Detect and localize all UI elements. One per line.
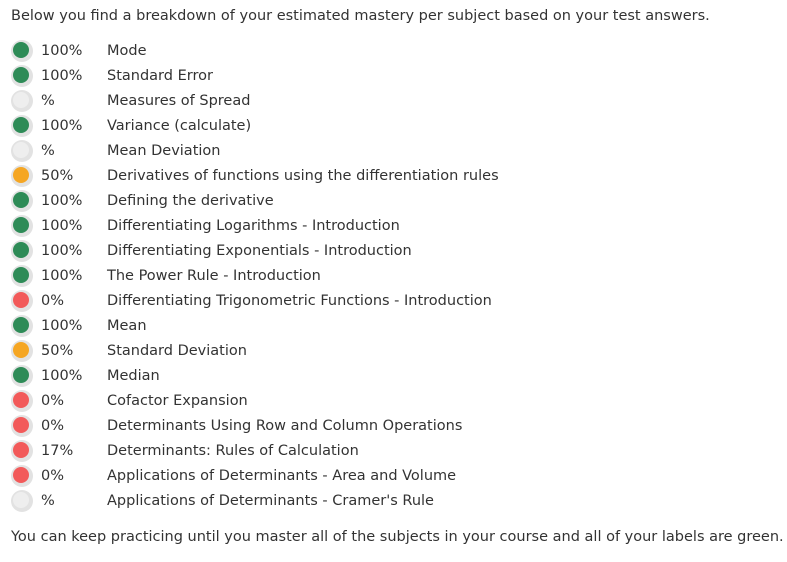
- status-dot: [11, 465, 33, 487]
- status-dot: [11, 365, 33, 387]
- subject-label: The Power Rule - Introduction: [107, 267, 321, 284]
- status-dot: [11, 415, 33, 437]
- mastery-row: [11, 263, 771, 288]
- subject-label: Cofactor Expansion: [107, 392, 248, 409]
- percent-label: 50%: [41, 167, 74, 184]
- status-dot-fill: [13, 417, 29, 433]
- percent-label: 100%: [41, 367, 83, 384]
- mastery-row: [11, 463, 771, 488]
- percent-label: %: [41, 142, 55, 159]
- mastery-row: [11, 213, 771, 238]
- status-dot: [11, 65, 33, 87]
- percent-label: 100%: [41, 42, 83, 59]
- subject-label: Variance (calculate): [107, 117, 252, 134]
- status-dot: [11, 290, 33, 312]
- status-dot-fill: [13, 242, 29, 258]
- status-dot: [11, 190, 33, 212]
- percent-label: 0%: [41, 417, 65, 434]
- percent-label: 0%: [41, 292, 65, 309]
- percent-label: 100%: [41, 192, 83, 209]
- intro-text: Below you find a breakdown of your estimated mastery per subject based on your test answers.: [11, 8, 710, 24]
- status-dot-fill: [13, 342, 29, 358]
- status-dot-fill: [13, 467, 29, 483]
- subject-label: Differentiating Logarithms - Introduction: [107, 217, 400, 234]
- status-dot: [11, 390, 33, 412]
- status-dot-fill: [13, 67, 29, 83]
- status-dot: [11, 240, 33, 262]
- subject-label: Applications of Determinants - Area and Volume: [107, 467, 457, 484]
- status-dot-fill: [13, 192, 29, 208]
- mastery-row: [11, 188, 771, 213]
- status-dot-fill: [13, 117, 29, 133]
- percent-label: 100%: [41, 67, 83, 84]
- subject-label: Determinants Using Row and Column Operations: [107, 417, 463, 434]
- subject-label: Differentiating Trigonometric Functions - Introduction: [107, 292, 492, 309]
- status-dot: [11, 90, 33, 112]
- status-dot-fill: [13, 267, 29, 283]
- percent-label: 100%: [41, 217, 83, 234]
- status-dot-fill: [13, 367, 29, 383]
- subject-label: Mode: [107, 42, 147, 59]
- percent-label: 100%: [41, 242, 83, 259]
- percent-label: 100%: [41, 117, 83, 134]
- status-dot: [11, 215, 33, 237]
- percent-label: 100%: [41, 267, 83, 284]
- mastery-row: [11, 488, 771, 513]
- status-dot: [11, 265, 33, 287]
- status-dot-fill: [13, 292, 29, 308]
- status-dot: [11, 40, 33, 62]
- percent-label: 100%: [41, 317, 83, 334]
- status-dot-fill: [13, 492, 29, 508]
- mastery-row: [11, 113, 771, 138]
- subject-label: Mean: [107, 317, 147, 334]
- status-dot-fill: [13, 217, 29, 233]
- status-dot: [11, 165, 33, 187]
- subject-label: Defining the derivative: [107, 192, 274, 209]
- percent-label: 0%: [41, 392, 65, 409]
- subject-label: Measures of Spread: [107, 92, 251, 109]
- status-dot: [11, 115, 33, 137]
- mastery-row: [11, 288, 771, 313]
- mastery-row: [11, 163, 771, 188]
- status-dot-fill: [13, 442, 29, 458]
- subject-label: Derivatives of functions using the differentiation rules: [107, 167, 499, 184]
- subject-label: Mean Deviation: [107, 142, 221, 159]
- subject-label: Median: [107, 367, 160, 384]
- status-dot: [11, 340, 33, 362]
- mastery-list: [11, 38, 771, 513]
- status-dot: [11, 140, 33, 162]
- percent-label: %: [41, 492, 55, 509]
- subject-label: Standard Error: [107, 67, 213, 84]
- subject-label: Determinants: Rules of Calculation: [107, 442, 359, 459]
- percent-label: 50%: [41, 342, 74, 359]
- mastery-row: [11, 313, 771, 338]
- subject-label: Differentiating Exponentials - Introduction: [107, 242, 412, 259]
- subject-label: Applications of Determinants - Cramer's Rule: [107, 492, 434, 509]
- outro-text: You can keep practicing until you master all of the subjects in your course and all of your labels are green.: [11, 529, 784, 545]
- status-dot-fill: [13, 142, 29, 158]
- mastery-row: [11, 363, 771, 388]
- mastery-row: [11, 438, 771, 463]
- status-dot: [11, 440, 33, 462]
- status-dot-fill: [13, 42, 29, 58]
- status-dot-fill: [13, 167, 29, 183]
- status-dot-fill: [13, 317, 29, 333]
- mastery-row: [11, 388, 771, 413]
- status-dot: [11, 490, 33, 512]
- status-dot-fill: [13, 392, 29, 408]
- mastery-row: [11, 413, 771, 438]
- percent-label: 17%: [41, 442, 74, 459]
- mastery-row: [11, 338, 771, 363]
- mastery-row: [11, 138, 771, 163]
- status-dot-fill: [13, 92, 29, 108]
- mastery-row: [11, 38, 771, 63]
- subject-label: Standard Deviation: [107, 342, 247, 359]
- mastery-row: [11, 238, 771, 263]
- percent-label: 0%: [41, 467, 65, 484]
- percent-label: %: [41, 92, 55, 109]
- mastery-row: [11, 63, 771, 88]
- status-dot: [11, 315, 33, 337]
- mastery-row: [11, 88, 771, 113]
